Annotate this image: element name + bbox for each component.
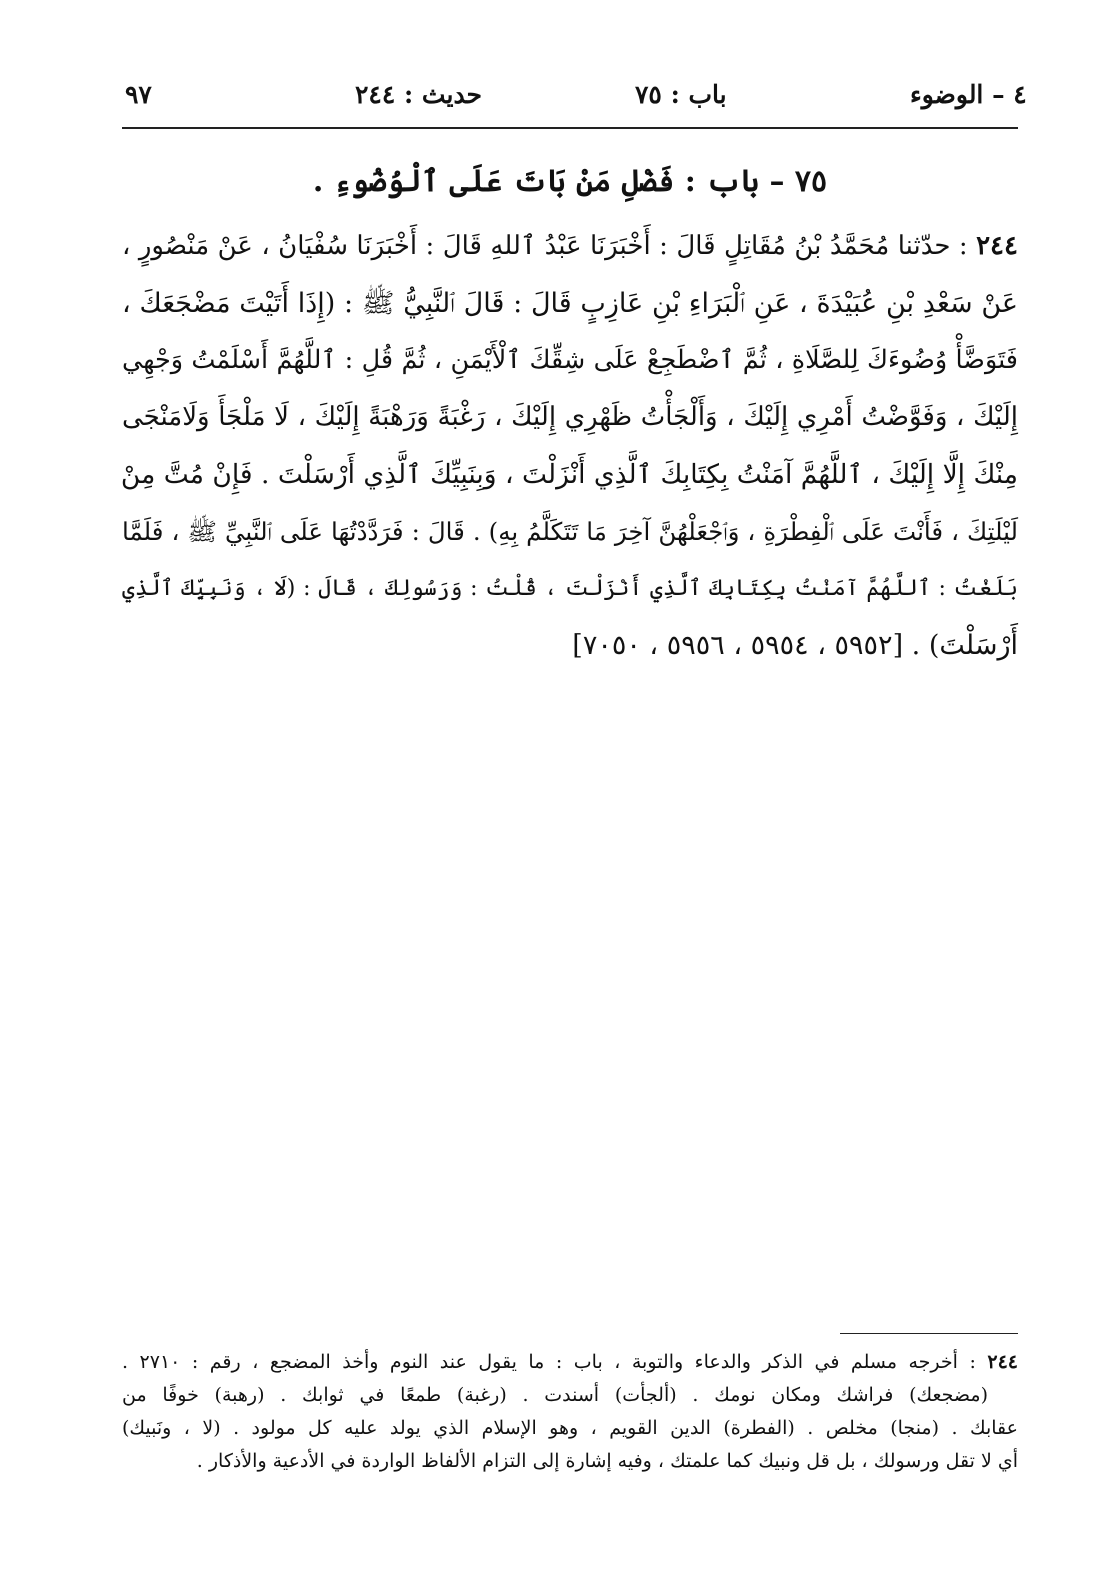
running-header [120, 80, 1027, 120]
hadith-number: ٢٤٤ [976, 231, 1018, 261]
footnote-line: (مضجعك) فراشك ومكان نومك . (ألجأت) أسندت . (رغبة) طمعًا في ثوابك . (رهبة) خوفًا من [122, 1384, 988, 1406]
header-divider [122, 127, 1018, 129]
header-hadith-number: حديث : ٢٤٤ [355, 80, 483, 109]
header-book-title: ٤ – الوضوء [910, 80, 1027, 109]
footnote-number: ٢٤٤ [987, 1351, 1018, 1373]
footnotes [122, 1346, 1018, 1478]
hadith-line: بَلَغْتُ : ٱللَّهُمَّ آمَنْتُ بِكِتَابِكَ ٱلَّذِي أَنْزَلْتَ ، قُلْتُ : وَرَسُولِكَ ، قَالَ : (لَا ، وَنَبِيِّكَ ٱلَّذِي [122, 576, 1018, 601]
chapter-title: ٧٥ – باب : فَضْلِ مَنْ بَاتَ عَلَى ٱلْوُضُوءِ . [312, 164, 828, 199]
hadith-line: عَنْ سَعْدِ بْنِ عُبَيْدَةَ ، عَنِ ٱلْبَرَاءِ بْنِ عَازِبٍ قَالَ : قَالَ ٱلنَّبِيُّ ﷺ : (إِذَا أَتَيْتَ مَضْجَعَكَ ، [122, 288, 1018, 319]
hadith-line [122, 218, 1018, 275]
footnote-line [122, 1346, 1018, 1379]
hadith-line: مِنْكَ إِلَّا إِلَيْكَ ، ٱللَّهُمَّ آمَنْتُ بِكِتَابِكَ ٱلَّذِي أَنْزَلْتَ ، وَبِنَبِيِّكَ ٱلَّذِي أَرْسَلْتَ . فَإِنْ مُتَّ مِنْ [120, 459, 1018, 490]
hadith-line-references: أَرْسَلْتَ) . [٥٩٥٢ ، ٥٩٥٤ ، ٥٩٥٦ ، ٧٠٥٠] [572, 630, 1018, 661]
hadith-text [122, 218, 1018, 674]
footnote-divider [840, 1333, 1018, 1334]
hadith-line: فَتَوَضَّأْ وُضُوءَكَ لِلصَّلَاةِ ، ثُمَّ ٱضْطَجِعْ عَلَى شِقِّكَ ٱلْأَيْمَنِ ، ثُمَّ قُلِ : ٱللَّهُمَّ أَسْلَمْتُ وَجْهِي [122, 345, 1018, 375]
footnote-line: عقابك . (منجا) مخلص . (الفطرة) الدين القويم ، وهو الإسلام الذي يولد عليه كل مولود . (لا ، ونَبيك) [122, 1417, 1018, 1439]
footnote-line: أي لا تقل ورسولك ، بل قل ونبيك كما علمتك ، وفيه إشارة إلى التزام الألفاظ الواردة في الأدعية والأذكار . [196, 1450, 1018, 1472]
footnote-line-text: : أخرجه مسلم في الذكر والدعاء والتوبة ، باب : ما يقول عند النوم وأخذ المضجع ، رقم : ٢٧١٠ . [122, 1351, 976, 1373]
page-number: ٩٧ [125, 80, 152, 109]
hadith-line: لَيْلَتِكَ ، فَأَنْتَ عَلَى ٱلْفِطْرَةِ ، وَٱجْعَلْهُنَّ آخِرَ مَا تَتَكَلَّمُ بِهِ) . قَالَ : فَرَدَّدْتُهَا عَلَى ٱلنَّبِيِّ ﷺ ، فَلَمَّا [122, 517, 1018, 546]
hadith-line: إِلَيْكَ ، وَفَوَّضْتُ أَمْرِي إِلَيْكَ ، وَأَلْجَأْتُ ظَهْرِي إِلَيْكَ ، رَغْبَةً وَرَهْبَةً إِلَيْكَ ، لَا مَلْجَأَ وَلَامَنْجَى [122, 402, 1018, 432]
header-chapter-number: باب : ٧٥ [635, 80, 727, 109]
hadith-line-text: : حدّثنا مُحَمَّدُ بْنُ مُقَاتِلٍ قَالَ : أَخْبَرَنَا عَبْدُ ٱللهِ قَالَ : أَخْبَرَنَا سُفْيَانُ ، عَنْ مَنْصُورٍ ، [122, 231, 968, 261]
